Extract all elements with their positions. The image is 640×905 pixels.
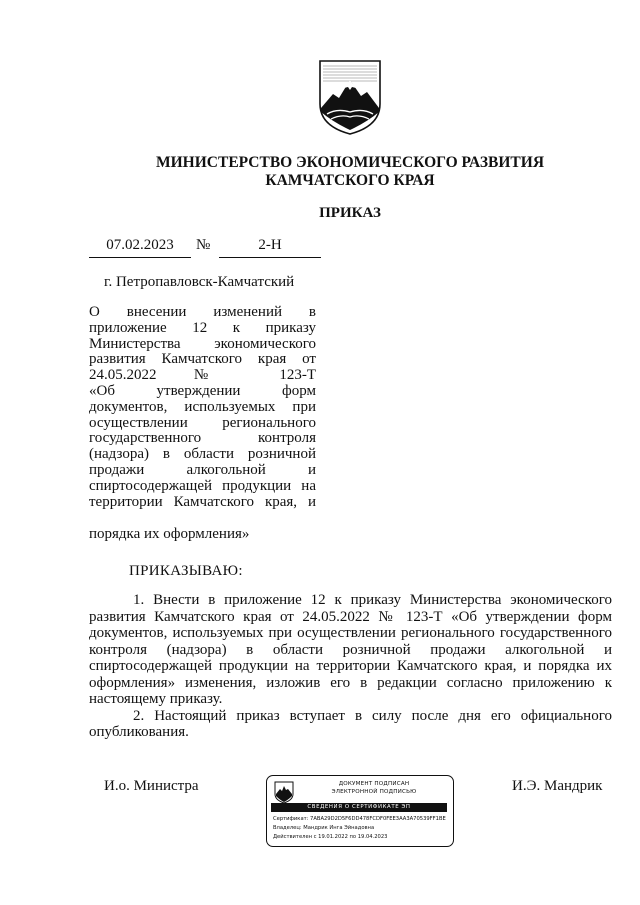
stamp-certificate: Сертификат: 7ABA29D2D5F6DD478FCDF0FEE3AA3A70539FF1BE: [273, 816, 446, 822]
ministry-name: [60, 154, 640, 190]
stamp-title-line2: ЭЛЕКТРОННОЙ ПОДПИСЬЮ: [331, 788, 417, 795]
stamp-validity: Действителен с 19.01.2022 по 19.04.2023: [273, 834, 388, 840]
signer-name: И.Э. Мандрик: [512, 778, 603, 794]
stamp-emblem-icon: [273, 780, 295, 804]
order-directive: ПРИКАЗЫВАЮ:: [129, 563, 243, 579]
stamp-owner: Владелец: Мандрик Инга Эйнадовна: [273, 825, 375, 831]
electronic-signature-stamp: [266, 775, 454, 847]
order-body: [89, 592, 612, 741]
subject-line: О внесении изменений в: [89, 304, 316, 320]
order-subject: [89, 305, 316, 510]
subject-line: приложение 12 к приказу: [89, 319, 316, 336]
issue-city: г. Петропавловск-Камчатский: [104, 274, 295, 290]
subject-line: территории Камчатского края, и: [89, 493, 316, 510]
subject-line: «Об утверждении форм: [89, 382, 316, 399]
subject-line: Министерства экономического: [89, 335, 316, 352]
ministry-name-line1: МИНИСТЕРСТВО ЭКОНОМИЧЕСКОГО РАЗВИТИЯ: [155, 154, 545, 171]
subject-line: государственного контроля: [89, 430, 316, 447]
order-number: 2-Н: [219, 237, 321, 258]
signer-position: И.о. Министра: [104, 778, 199, 794]
kamchatka-emblem-icon: [317, 58, 383, 136]
stamp-title-line1: ДОКУМЕНТ ПОДПИСАН: [338, 781, 410, 787]
ministry-name-line2: КАМЧАТСКОГО КРАЯ: [265, 172, 435, 189]
subject-line: продажи алкогольной и: [89, 461, 316, 478]
stamp-banner: СВЕДЕНИЯ О СЕРТИФИКАТЕ ЭП: [271, 803, 447, 812]
subject-line: спиртосодержащей продукции на: [89, 477, 316, 494]
order-date: 07.02.2023: [89, 237, 191, 258]
subject-line: (надзора) в области розничной: [89, 446, 316, 463]
order-item-1: 1. Внести в приложение 12 к приказу Министерства экономического развития Камчатского края от 24.05.2022 № 123-Т «Об утверждении форм документов, используемых при осуществлении регионального государственного контроля (надзора) в области розничной продажи алкогольной и спиртосодержащей продукции на территории Камчатского края, и порядка их оформления» изменения, изложив его в редакции согласно приложению к настоящему приказу.: [89, 592, 612, 707]
number-sign: №: [196, 237, 211, 253]
document-type-title: ПРИКАЗ: [319, 205, 381, 221]
subject-line-last: порядка их оформления»: [89, 526, 250, 542]
stamp-title: [301, 781, 447, 796]
subject-line: 24.05.2022 № 123-Т: [89, 367, 316, 384]
subject-line: осуществлении регионального: [89, 414, 316, 431]
subject-line: документов, используемых при: [89, 398, 316, 415]
order-item-2: 2. Настоящий приказ вступает в силу после дня его официального опубликования.: [89, 707, 612, 740]
subject-line: развития Камчатского края от: [89, 351, 316, 368]
